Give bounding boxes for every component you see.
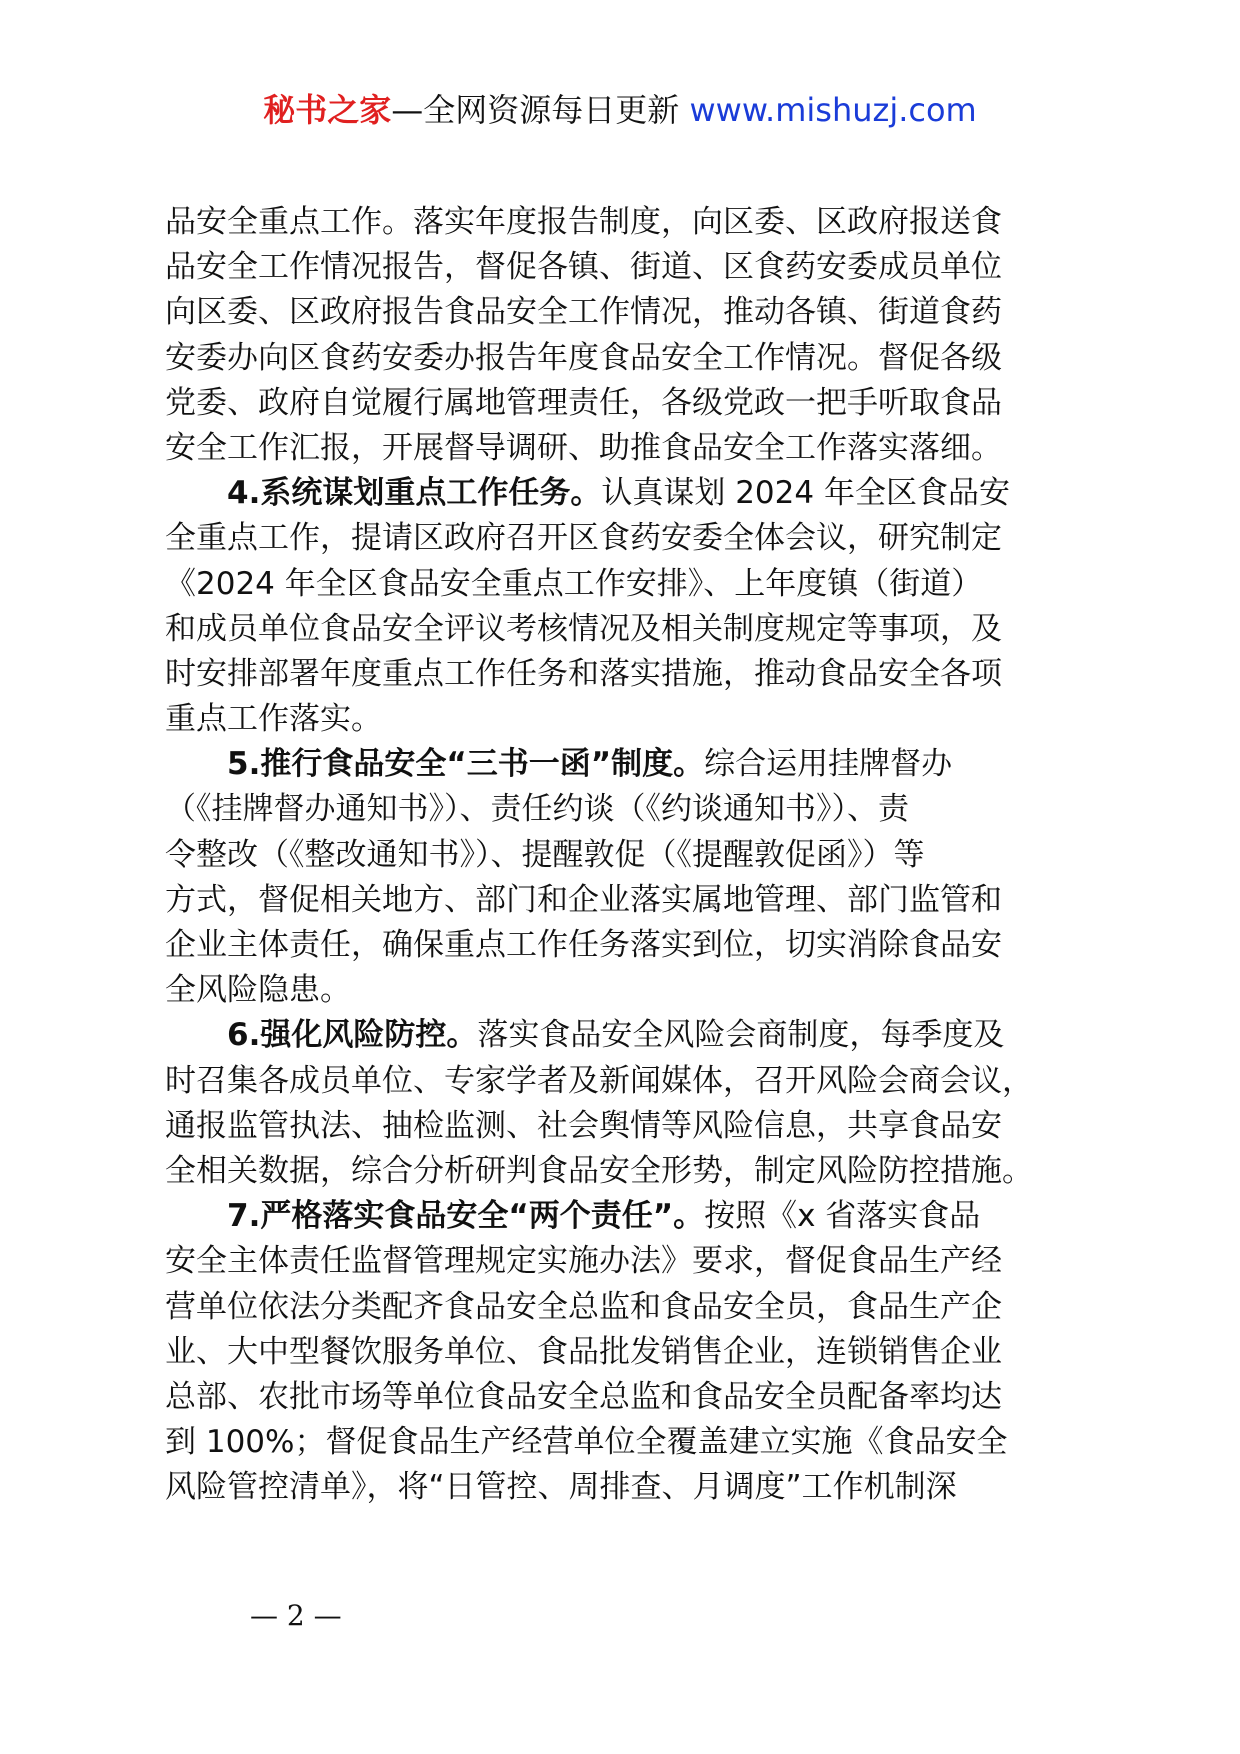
text-line: 全相关数据，综合分析研判食品安全形势，制定风险防控措施。 bbox=[165, 1152, 1033, 1189]
text-line: 党委、政府自觉履行属地管理责任，各级党政一把手听取食品 bbox=[165, 384, 1002, 421]
paragraph-first-line bbox=[165, 742, 1090, 787]
page-number: — 2 — bbox=[250, 1599, 342, 1632]
paragraph bbox=[165, 742, 1090, 1013]
text-run: 按照《x 省落实食品 bbox=[704, 1198, 981, 1235]
text-line: 全重点工作，提请区政府召开区食药安委全体会议，研究制定 bbox=[165, 520, 1002, 557]
text-line: 全风险隐患。 bbox=[165, 972, 351, 1009]
paragraph-first-line bbox=[165, 471, 1090, 516]
text-line: 通报监管执法、抽检监测、社会舆情等风险信息，共享食品安 bbox=[165, 1107, 1002, 1144]
text-line: 令整改（《整改通知书》）、提醒敦促（《提醒敦促函》）等 bbox=[165, 836, 925, 873]
text-line: 安全工作汇报，开展督导调研、助推食品安全工作落实落细。 bbox=[165, 429, 1002, 466]
brand-name: 秘书之家 bbox=[263, 91, 392, 129]
text-line: 时召集各成员单位、专家学者及新闻媒体，召开风险会商会议， bbox=[165, 1062, 1033, 1099]
paragraph bbox=[165, 1013, 1090, 1194]
text-line: 向区委、区政府报告食品安全工作情况，推动各镇、街道食药 bbox=[165, 294, 1002, 331]
section-heading: 6.强化风险防控。 bbox=[227, 1017, 478, 1054]
paragraph bbox=[165, 471, 1090, 742]
paragraph bbox=[165, 1194, 1090, 1510]
text-run: 综合运用挂牌督办 bbox=[704, 746, 953, 783]
site-header bbox=[0, 88, 1240, 132]
text-line: 到 100%；督促食品生产经营单位全覆盖建立实施《食品安全 bbox=[165, 1424, 1008, 1461]
section-heading: 7.严格落实食品安全“两个责任”。 bbox=[227, 1198, 705, 1235]
header-slogan: —全网资源每日更新 bbox=[391, 91, 680, 129]
text-line: 和成员单位食品安全评议考核情况及相关制度规定等事项，及 bbox=[165, 610, 1002, 647]
section-heading: 5.推行食品安全“三书一函”制度。 bbox=[227, 746, 705, 783]
document-body bbox=[165, 200, 1090, 1510]
text-line: 重点工作落实。 bbox=[165, 701, 382, 738]
text-line: 品安全重点工作。落实年度报告制度，向区委、区政府报送食 bbox=[165, 204, 1002, 240]
text-line: 方式，督促相关地方、部门和企业落实属地管理、部门监管和 bbox=[165, 881, 1002, 918]
text-line: 《2024 年全区食品安全重点工作安排》、上年度镇（街道） bbox=[165, 565, 983, 602]
text-line: 安全主体责任监督管理规定实施办法》要求，督促食品生产经 bbox=[165, 1243, 1002, 1280]
text-line: 企业主体责任，确保重点工作任务落实到位，切实消除食品安 bbox=[165, 927, 1002, 963]
text-line: 风险管控清单》，将“日管控、周排查、月调度”工作机制深 bbox=[165, 1469, 957, 1506]
text-line: 安委办向区食药安委办报告年度食品安全工作情况。督促各级 bbox=[165, 339, 1002, 376]
text-line: 业、大中型餐饮服务单位、食品批发销售企业，连锁销售企业 bbox=[165, 1333, 1002, 1370]
section-heading: 4.系统谋划重点工作任务。 bbox=[227, 475, 602, 512]
site-url-link[interactable]: www.mishuzj.com bbox=[689, 91, 977, 129]
paragraph-first-line bbox=[165, 1194, 1090, 1239]
text-line: 品安全工作情况报告，督促各镇、街道、区食药安委成员单位 bbox=[165, 249, 1002, 286]
text-line: 时安排部署年度重点工作任务和落实措施，推动食品安全各项 bbox=[165, 655, 1002, 692]
text-line: 营单位依法分类配齐食品安全总监和食品安全员，食品生产企 bbox=[165, 1288, 1002, 1325]
text-run: 认真谋划 2024 年全区食品安 bbox=[601, 475, 1010, 512]
text-line: 总部、农批市场等单位食品安全总监和食品安全员配备率均达 bbox=[165, 1378, 1002, 1415]
paragraph-first-line bbox=[165, 1013, 1090, 1058]
text-run: 落实食品安全风险会商制度，每季度及 bbox=[477, 1017, 1005, 1054]
text-line: （《挂牌督办通知书》）、责任约谈（《约谈通知书》）、责 bbox=[165, 791, 909, 828]
paragraph bbox=[165, 200, 1090, 471]
